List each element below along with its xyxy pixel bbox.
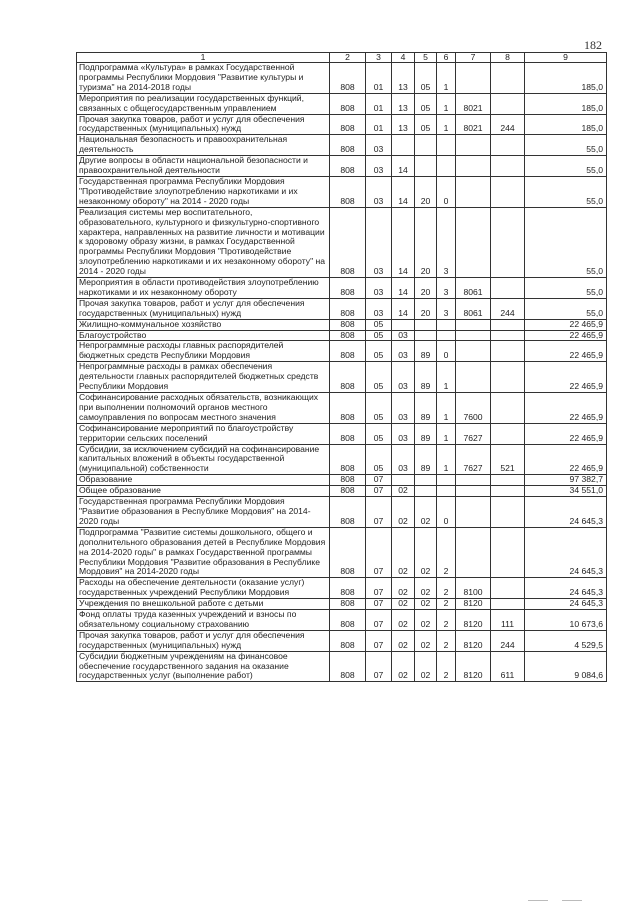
program-code-cell: 05 xyxy=(415,63,437,94)
amount-cell: 22 465,9 xyxy=(525,362,607,393)
subsection-code-cell: 14 xyxy=(392,207,415,277)
admin-code-cell: 808 xyxy=(330,176,366,207)
page-number: 182 xyxy=(584,38,602,52)
expense-type-code-cell xyxy=(491,486,525,497)
section-code-cell: 03 xyxy=(366,135,392,156)
expense-type-code-cell xyxy=(491,475,525,486)
admin-code-cell: 808 xyxy=(330,610,366,631)
program-code-cell xyxy=(415,156,437,177)
table-row xyxy=(77,319,607,330)
subprogram-code-cell: 2 xyxy=(437,651,456,682)
admin-code-cell: 808 xyxy=(330,207,366,277)
admin-code-cell: 808 xyxy=(330,423,366,444)
table-row xyxy=(77,599,607,610)
target-item-code-cell: 8120 xyxy=(456,599,491,610)
subprogram-code-cell: 0 xyxy=(437,497,456,528)
section-code-cell: 05 xyxy=(366,341,392,362)
expense-type-code-cell xyxy=(491,578,525,599)
target-item-code-cell xyxy=(456,362,491,393)
amount-cell: 185,0 xyxy=(525,63,607,94)
expense-type-code-cell xyxy=(491,423,525,444)
row-name-cell: Подпрограмма "Развитие системы дошкольного, общего и дополнительного образования детей в Республике Мордовия на 2014-2020 годы" в рамках Государственной программы Республики Мордовия "Развитие образования в Республике Мордовия" на 2014-2020 годы xyxy=(77,527,330,578)
program-code-cell: 89 xyxy=(415,362,437,393)
amount-cell: 4 529,5 xyxy=(525,630,607,651)
row-name-cell: Прочая закупка товаров, работ и услуг для обеспечения государственных (муниципальных) нужд xyxy=(77,114,330,135)
target-item-code-cell xyxy=(456,527,491,578)
table-row xyxy=(77,330,607,341)
amount-cell: 24 645,3 xyxy=(525,527,607,578)
table-row xyxy=(77,362,607,393)
target-item-code-cell: 8120 xyxy=(456,630,491,651)
table-row xyxy=(77,135,607,156)
table-row xyxy=(77,156,607,177)
section-code-cell: 07 xyxy=(366,651,392,682)
row-name-cell: Образование xyxy=(77,475,330,486)
table-row xyxy=(77,475,607,486)
row-name-cell: Благоустройство xyxy=(77,330,330,341)
amount-cell: 185,0 xyxy=(525,114,607,135)
expense-type-code-cell xyxy=(491,63,525,94)
section-code-cell: 05 xyxy=(366,330,392,341)
column-header: 8 xyxy=(491,53,525,63)
row-name-cell: Подпрограмма «Культура» в рамках Государственной программы Республики Мордовия "Развитие культуры и туризма" на 2014-2018 годы xyxy=(77,63,330,94)
subsection-code-cell: 02 xyxy=(392,497,415,528)
table-row xyxy=(77,207,607,277)
target-item-code-cell xyxy=(456,497,491,528)
admin-code-cell: 808 xyxy=(330,578,366,599)
amount-cell: 9 084,6 xyxy=(525,651,607,682)
row-name-cell: Государственная программа Республики Мордовия "Противодействие злоупотреблению наркотиками и их незаконному обороту" на 2014 - 2020 годы xyxy=(77,176,330,207)
table-row xyxy=(77,486,607,497)
subprogram-code-cell: 2 xyxy=(437,610,456,631)
expense-type-code-cell xyxy=(491,176,525,207)
section-code-cell: 07 xyxy=(366,475,392,486)
subsection-code-cell: 13 xyxy=(392,63,415,94)
target-item-code-cell: 8061 xyxy=(456,298,491,319)
program-code-cell: 02 xyxy=(415,630,437,651)
section-code-cell: 03 xyxy=(366,298,392,319)
amount-cell: 55,0 xyxy=(525,278,607,299)
section-code-cell: 07 xyxy=(366,497,392,528)
admin-code-cell: 808 xyxy=(330,393,366,424)
subprogram-code-cell: 3 xyxy=(437,298,456,319)
section-code-cell: 03 xyxy=(366,156,392,177)
amount-cell: 22 465,9 xyxy=(525,393,607,424)
admin-code-cell: 808 xyxy=(330,497,366,528)
subsection-code-cell: 03 xyxy=(392,393,415,424)
expense-type-code-cell: 244 xyxy=(491,630,525,651)
admin-code-cell: 808 xyxy=(330,341,366,362)
admin-code-cell: 808 xyxy=(330,156,366,177)
target-item-code-cell xyxy=(456,176,491,207)
program-code-cell xyxy=(415,319,437,330)
amount-cell: 185,0 xyxy=(525,93,607,114)
footer-marks xyxy=(528,888,596,906)
row-name-cell: Прочая закупка товаров, работ и услуг для обеспечения государственных (муниципальных) нужд xyxy=(77,298,330,319)
section-code-cell: 07 xyxy=(366,610,392,631)
admin-code-cell: 808 xyxy=(330,444,366,475)
row-name-cell: Общее образование xyxy=(77,486,330,497)
section-code-cell: 01 xyxy=(366,93,392,114)
subsection-code-cell: 02 xyxy=(392,527,415,578)
subprogram-code-cell xyxy=(437,156,456,177)
section-code-cell: 07 xyxy=(366,486,392,497)
admin-code-cell: 808 xyxy=(330,527,366,578)
column-header: 7 xyxy=(456,53,491,63)
expense-type-code-cell: 111 xyxy=(491,610,525,631)
program-code-cell xyxy=(415,135,437,156)
subprogram-code-cell: 0 xyxy=(437,176,456,207)
section-code-cell: 03 xyxy=(366,207,392,277)
subprogram-code-cell: 3 xyxy=(437,207,456,277)
row-name-cell: Непрограммные расходы в рамках обеспечения деятельности главных распорядителей бюджетных средств Республики Мордовия xyxy=(77,362,330,393)
section-code-cell: 05 xyxy=(366,319,392,330)
target-item-code-cell: 7600 xyxy=(456,393,491,424)
amount-cell: 34 551,0 xyxy=(525,486,607,497)
subprogram-code-cell xyxy=(437,319,456,330)
target-item-code-cell: 8120 xyxy=(456,651,491,682)
subprogram-code-cell xyxy=(437,486,456,497)
section-code-cell: 03 xyxy=(366,176,392,207)
subprogram-code-cell: 1 xyxy=(437,423,456,444)
target-item-code-cell xyxy=(456,156,491,177)
expense-type-code-cell: 521 xyxy=(491,444,525,475)
amount-cell: 55,0 xyxy=(525,135,607,156)
expense-type-code-cell xyxy=(491,497,525,528)
expense-type-code-cell: 244 xyxy=(491,114,525,135)
footer-dash xyxy=(562,900,582,901)
row-name-cell: Расходы на обеспечение деятельности (оказание услуг) государственных учреждений Республики Мордовия xyxy=(77,578,330,599)
subsection-code-cell: 02 xyxy=(392,610,415,631)
subprogram-code-cell: 1 xyxy=(437,362,456,393)
subsection-code-cell: 03 xyxy=(392,362,415,393)
amount-cell: 22 465,9 xyxy=(525,423,607,444)
target-item-code-cell: 8021 xyxy=(456,93,491,114)
budget-table xyxy=(76,52,607,682)
expense-type-code-cell xyxy=(491,599,525,610)
amount-cell: 22 465,9 xyxy=(525,444,607,475)
subprogram-code-cell: 1 xyxy=(437,93,456,114)
program-code-cell: 02 xyxy=(415,527,437,578)
column-header: 9 xyxy=(525,53,607,63)
amount-cell: 22 465,9 xyxy=(525,341,607,362)
section-code-cell: 05 xyxy=(366,423,392,444)
row-name-cell: Государственная программа Республики Мордовия "Развитие образования в Республике Мордовия" на 2014-2020 годы xyxy=(77,497,330,528)
table-row xyxy=(77,527,607,578)
table-row xyxy=(77,423,607,444)
subsection-code-cell: 03 xyxy=(392,341,415,362)
admin-code-cell: 808 xyxy=(330,362,366,393)
expense-type-code-cell xyxy=(491,207,525,277)
section-code-cell: 03 xyxy=(366,278,392,299)
subprogram-code-cell: 1 xyxy=(437,114,456,135)
program-code-cell: 20 xyxy=(415,278,437,299)
amount-cell: 55,0 xyxy=(525,298,607,319)
table-row xyxy=(77,610,607,631)
amount-cell: 22 465,9 xyxy=(525,319,607,330)
expense-type-code-cell xyxy=(491,341,525,362)
admin-code-cell: 808 xyxy=(330,114,366,135)
target-item-code-cell xyxy=(456,319,491,330)
expense-type-code-cell: 611 xyxy=(491,651,525,682)
row-name-cell: Мероприятия по реализации государственных функций, связанных с общегосударственным управлением xyxy=(77,93,330,114)
footer-dash xyxy=(528,900,548,901)
admin-code-cell: 808 xyxy=(330,319,366,330)
subprogram-code-cell: 2 xyxy=(437,630,456,651)
subprogram-code-cell xyxy=(437,135,456,156)
row-name-cell: Учреждения по внешкольной работе с детьми xyxy=(77,599,330,610)
target-item-code-cell: 8061 xyxy=(456,278,491,299)
admin-code-cell: 808 xyxy=(330,298,366,319)
program-code-cell: 02 xyxy=(415,599,437,610)
program-code-cell: 20 xyxy=(415,298,437,319)
subprogram-code-cell: 1 xyxy=(437,444,456,475)
column-header: 4 xyxy=(392,53,415,63)
target-item-code-cell xyxy=(456,207,491,277)
row-name-cell: Софинансирование расходных обязательств, возникающих при выполнении полномочий органов местного самоуправления по вопросам местного значения xyxy=(77,393,330,424)
program-code-cell: 20 xyxy=(415,176,437,207)
program-code-cell xyxy=(415,475,437,486)
expense-type-code-cell xyxy=(491,93,525,114)
target-item-code-cell: 7627 xyxy=(456,423,491,444)
program-code-cell: 02 xyxy=(415,578,437,599)
subsection-code-cell: 14 xyxy=(392,176,415,207)
subprogram-code-cell xyxy=(437,330,456,341)
subsection-code-cell: 13 xyxy=(392,93,415,114)
subsection-code-cell: 02 xyxy=(392,486,415,497)
row-name-cell: Субсидии бюджетным учреждениям на финансовое обеспечение государственного задания на оказание государственных услуг (выполнение работ) xyxy=(77,651,330,682)
row-name-cell: Фонд оплаты труда казенных учреждений и взносы по обязательному социальному страхованию xyxy=(77,610,330,631)
program-code-cell: 89 xyxy=(415,423,437,444)
subsection-code-cell: 14 xyxy=(392,278,415,299)
subprogram-code-cell: 1 xyxy=(437,63,456,94)
admin-code-cell: 808 xyxy=(330,486,366,497)
expense-type-code-cell: 244 xyxy=(491,298,525,319)
target-item-code-cell xyxy=(456,486,491,497)
program-code-cell: 02 xyxy=(415,497,437,528)
subprogram-code-cell: 2 xyxy=(437,527,456,578)
subprogram-code-cell: 2 xyxy=(437,599,456,610)
section-code-cell: 07 xyxy=(366,578,392,599)
table-row xyxy=(77,176,607,207)
table-row xyxy=(77,63,607,94)
column-header: 2 xyxy=(330,53,366,63)
subsection-code-cell: 14 xyxy=(392,156,415,177)
program-code-cell: 89 xyxy=(415,393,437,424)
subsection-code-cell: 14 xyxy=(392,298,415,319)
amount-cell: 55,0 xyxy=(525,176,607,207)
subprogram-code-cell: 0 xyxy=(437,341,456,362)
column-header: 5 xyxy=(415,53,437,63)
section-code-cell: 07 xyxy=(366,527,392,578)
target-item-code-cell xyxy=(456,475,491,486)
admin-code-cell: 808 xyxy=(330,475,366,486)
table-row xyxy=(77,114,607,135)
row-name-cell: Реализация системы мер воспитательного, образовательного, культурного и физкультурно-спортивного характера, направленных на развитие личности и мотивации к здоровому образу жизни, в рамках Государственной программы Республики Мордовия "Противодействие злоупотреблению наркотиками и их незаконному обороту" на 2014 - 2020 годы xyxy=(77,207,330,277)
row-name-cell: Непрограммные расходы главных распорядителей бюджетных средств Республики Мордовия xyxy=(77,341,330,362)
target-item-code-cell: 7627 xyxy=(456,444,491,475)
subsection-code-cell: 03 xyxy=(392,423,415,444)
subsection-code-cell: 03 xyxy=(392,330,415,341)
admin-code-cell: 808 xyxy=(330,135,366,156)
row-name-cell: Субсидии, за исключением субсидий на софинансирование капитальных вложений в объекты государственной (муниципальной) собственности xyxy=(77,444,330,475)
row-name-cell: Софинансирование мероприятий по благоустройству территории сельских поселений xyxy=(77,423,330,444)
table-row xyxy=(77,497,607,528)
table-row xyxy=(77,393,607,424)
amount-cell: 24 645,3 xyxy=(525,599,607,610)
expense-type-code-cell xyxy=(491,319,525,330)
subsection-code-cell xyxy=(392,135,415,156)
target-item-code-cell: 8120 xyxy=(456,610,491,631)
admin-code-cell: 808 xyxy=(330,599,366,610)
subsection-code-cell xyxy=(392,319,415,330)
subprogram-code-cell: 2 xyxy=(437,578,456,599)
expense-type-code-cell xyxy=(491,527,525,578)
subprogram-code-cell: 1 xyxy=(437,393,456,424)
section-code-cell: 07 xyxy=(366,630,392,651)
subsection-code-cell xyxy=(392,475,415,486)
admin-code-cell: 808 xyxy=(330,330,366,341)
row-name-cell: Другие вопросы в области национальной безопасности и правоохранительной деятельности xyxy=(77,156,330,177)
amount-cell: 55,0 xyxy=(525,207,607,277)
amount-cell: 24 645,3 xyxy=(525,497,607,528)
section-code-cell: 05 xyxy=(366,393,392,424)
table-row xyxy=(77,341,607,362)
table-header-row xyxy=(77,53,607,63)
expense-type-code-cell xyxy=(491,135,525,156)
program-code-cell xyxy=(415,486,437,497)
row-name-cell: Прочая закупка товаров, работ и услуг для обеспечения государственных (муниципальных) нужд xyxy=(77,630,330,651)
amount-cell: 97 382,7 xyxy=(525,475,607,486)
subprogram-code-cell xyxy=(437,475,456,486)
program-code-cell: 02 xyxy=(415,610,437,631)
target-item-code-cell: 8100 xyxy=(456,578,491,599)
column-header: 6 xyxy=(437,53,456,63)
subsection-code-cell: 13 xyxy=(392,114,415,135)
table-row xyxy=(77,93,607,114)
program-code-cell: 05 xyxy=(415,114,437,135)
section-code-cell: 01 xyxy=(366,114,392,135)
table-row xyxy=(77,651,607,682)
table-row xyxy=(77,298,607,319)
table-row xyxy=(77,630,607,651)
amount-cell: 55,0 xyxy=(525,156,607,177)
section-code-cell: 05 xyxy=(366,362,392,393)
program-code-cell: 05 xyxy=(415,93,437,114)
target-item-code-cell xyxy=(456,135,491,156)
expense-type-code-cell xyxy=(491,362,525,393)
subsection-code-cell: 03 xyxy=(392,444,415,475)
target-item-code-cell: 8021 xyxy=(456,114,491,135)
target-item-code-cell xyxy=(456,341,491,362)
expense-type-code-cell xyxy=(491,156,525,177)
subsection-code-cell: 02 xyxy=(392,599,415,610)
expense-type-code-cell xyxy=(491,330,525,341)
column-header: 3 xyxy=(366,53,392,63)
expense-type-code-cell xyxy=(491,393,525,424)
program-code-cell: 20 xyxy=(415,207,437,277)
table-row xyxy=(77,578,607,599)
section-code-cell: 07 xyxy=(366,599,392,610)
amount-cell: 24 645,3 xyxy=(525,578,607,599)
program-code-cell: 02 xyxy=(415,651,437,682)
subsection-code-cell: 02 xyxy=(392,630,415,651)
row-name-cell: Жилищно-коммунальное хозяйство xyxy=(77,319,330,330)
expense-type-code-cell xyxy=(491,278,525,299)
admin-code-cell: 808 xyxy=(330,93,366,114)
admin-code-cell: 808 xyxy=(330,651,366,682)
row-name-cell: Национальная безопасность и правоохранительная деятельность xyxy=(77,135,330,156)
admin-code-cell: 808 xyxy=(330,278,366,299)
amount-cell: 22 465,9 xyxy=(525,330,607,341)
admin-code-cell: 808 xyxy=(330,63,366,94)
subprogram-code-cell: 3 xyxy=(437,278,456,299)
section-code-cell: 01 xyxy=(366,63,392,94)
column-header: 1 xyxy=(77,53,330,63)
admin-code-cell: 808 xyxy=(330,630,366,651)
table-row xyxy=(77,278,607,299)
table-body xyxy=(77,63,607,682)
amount-cell: 10 673,6 xyxy=(525,610,607,631)
program-code-cell: 89 xyxy=(415,444,437,475)
subsection-code-cell: 02 xyxy=(392,578,415,599)
row-name-cell: Мероприятия в области противодействия злоупотреблению наркотиками и их незаконному обороту xyxy=(77,278,330,299)
table-row xyxy=(77,444,607,475)
section-code-cell: 05 xyxy=(366,444,392,475)
subsection-code-cell: 02 xyxy=(392,651,415,682)
program-code-cell xyxy=(415,330,437,341)
program-code-cell: 89 xyxy=(415,341,437,362)
target-item-code-cell xyxy=(456,330,491,341)
target-item-code-cell xyxy=(456,63,491,94)
